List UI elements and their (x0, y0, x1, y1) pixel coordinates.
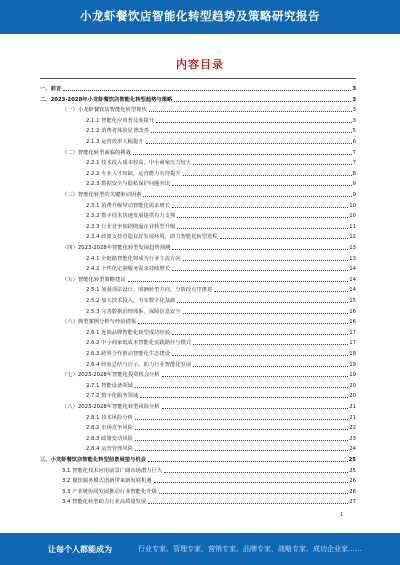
toc-leader-dots (63, 89, 351, 91)
toc-entry[interactable] (62, 104, 356, 114)
toc-leader-dots (177, 227, 348, 229)
toc-leader-dots (138, 322, 348, 324)
toc-entry-page: 20 (349, 382, 356, 389)
toc-entry[interactable] (86, 157, 356, 167)
toc-leader-dots (156, 121, 351, 123)
toc-entry-title: （三）智能化转型的关键驱动因素 (62, 192, 142, 198)
toc-entry[interactable] (86, 178, 356, 188)
toc-entry-title: 2.6.4 经验总结与启示，助力行业智能化发展 (86, 361, 192, 368)
toc-leader-dots (135, 386, 348, 388)
toc-entry-title: （五）智能化转型策略建议 (62, 276, 126, 283)
toc-entry[interactable] (86, 231, 356, 241)
toc-entry-title: 2.4.1 全链路智能化将成为行业主流方向 (86, 255, 181, 262)
toc-entry-title: 三、小龙虾餐饮店智能化转型前景展望与机会 (40, 457, 146, 463)
toc-entry[interactable] (86, 168, 356, 178)
toc-entry[interactable] (62, 242, 356, 252)
toc-entry-title: 2.1.3 运营效率大幅提升 (86, 139, 144, 145)
toc-entry[interactable] (62, 274, 356, 284)
toc-entry-title: （四）2023-2028年智能化转型发展趋势预测 (62, 245, 171, 251)
toc-entry-page: 22 (349, 425, 356, 432)
toc-leader-dots (159, 492, 348, 494)
toc-entry[interactable] (86, 390, 356, 400)
toc-leader-dots (146, 142, 352, 144)
toc-leader-dots (177, 216, 348, 218)
toc-entry-page: 16 (349, 308, 356, 315)
toc-entry-page: 9 (352, 192, 356, 198)
toc-leader-dots (148, 502, 348, 504)
toc-entry-page: 26 (349, 488, 356, 495)
toc-entry-title: 2.2.1 技术投入成本较高，中小商家压力较大 (86, 160, 192, 167)
toc-entry-page: 16 (349, 319, 356, 326)
toc-entry[interactable] (62, 475, 356, 485)
toc-leader-dots (172, 248, 348, 250)
toc-leader-dots (174, 100, 351, 102)
toc-entry-title: 2.1.2 消费者体验显著改善 (86, 128, 149, 135)
footer-bar (0, 533, 400, 565)
toc-entry-page: 3 (352, 107, 356, 114)
toc-leader-dots (135, 449, 348, 451)
toc-entry[interactable] (86, 433, 356, 443)
toc-entry[interactable] (86, 348, 356, 358)
toc-entry[interactable] (86, 263, 356, 273)
toc-entry-page: 7 (352, 160, 356, 167)
toc-leader-dots (164, 471, 348, 473)
toc-entry-title: 二、2023-2028年小龙虾餐饮店智能化转型趋势与策略 (40, 96, 173, 103)
toc-entry-page: 7 (352, 149, 356, 156)
toc-entry-page: 10 (349, 202, 356, 209)
toc-entry-title: 一、前言 (40, 86, 62, 92)
toc-entry-title: 2.8.2 市场竞争风险 (86, 425, 133, 432)
toc-leader-dots (128, 280, 349, 282)
toc-entry-title: （六）典型案例分析与经验借鉴 (62, 319, 137, 326)
toc-entry-page: 18 (349, 351, 356, 357)
toc-entry[interactable] (86, 210, 356, 220)
toc-entry-title: 3.3 产业链协同发展推动行业智能化升级 (62, 488, 157, 495)
toc-leader-dots (172, 269, 348, 271)
toc-entry[interactable] (86, 443, 356, 453)
toc-entry-title: 2.3.4 政策支持营造良好发展环境，助力智能化转型进程 (86, 234, 218, 241)
toc-entry-title: 2.5.1 加强顶层设计，明确转型方向，分阶段有序推进 (86, 287, 213, 294)
toc-entry[interactable] (86, 136, 356, 146)
toc-entry-page: 5 (352, 128, 356, 135)
page-number: 1 (340, 512, 344, 518)
toc-entry[interactable] (62, 465, 356, 475)
toc-entry[interactable] (86, 380, 356, 390)
toc-entry-title: 3.1 智能化技术应用前景广阔市场潜力巨大 (62, 467, 163, 474)
toc-entry-page: 19 (349, 361, 356, 368)
toc-entry-page: 3 (352, 96, 356, 103)
toc-entry-title: 2.2.2 专业人才短缺，运营能力有待提升 (86, 170, 181, 177)
toc-leader-dots (172, 354, 348, 356)
toc-entry-page: 10 (349, 213, 356, 220)
toc-entry-title: （一）小龙虾餐饮店智能化转型现状 (62, 107, 147, 114)
toc-entry[interactable] (86, 200, 356, 210)
header-bar (0, 0, 400, 34)
toc-entry-page: 19 (349, 372, 356, 379)
toc-entry-title: 2.7.1 智能设备领域 (86, 382, 133, 389)
toc-entry-page: 15 (349, 298, 356, 304)
toc-entry-page: 8 (352, 170, 356, 177)
toc-entry-title: （二）智能化转型面临的挑战 (62, 149, 131, 156)
toc-entry-page: 3 (352, 117, 356, 124)
toc-entry-page: 9 (352, 181, 356, 188)
toc-entry-page: 17 (349, 329, 356, 336)
toc-entry[interactable] (40, 83, 356, 93)
toc-entry[interactable] (86, 253, 356, 263)
toc-entry[interactable] (86, 295, 356, 305)
toc-entry[interactable] (62, 486, 356, 496)
toc-entry-page: 13 (349, 255, 356, 262)
toc-entry-page: 20 (349, 393, 356, 400)
toc-divider (40, 78, 356, 79)
toc-entry[interactable] (86, 284, 356, 294)
toc-entry[interactable] (86, 422, 356, 432)
toc-entry-title: 2.8.3 政策变动风险 (86, 435, 133, 442)
toc-leader-dots (148, 460, 348, 462)
toc-leader-dots (140, 396, 348, 398)
toc-entry-title: 2.1.1 智能化应用普及度提升 (86, 117, 155, 124)
footer-slogan: 让每个人都能成为 (48, 545, 112, 554)
toc-entry-page: 3 (352, 86, 356, 92)
toc-leader-dots (214, 290, 348, 292)
toc-entry[interactable] (62, 147, 356, 157)
toc-title: 内容目录 (176, 58, 224, 71)
toc-leader-dots (220, 237, 349, 239)
toc-entry-page: 21 (349, 404, 356, 410)
toc-entry[interactable] (86, 359, 356, 369)
toc-entry-page: 27 (349, 499, 356, 506)
toc-entry[interactable] (62, 496, 356, 506)
toc-entry[interactable] (62, 401, 356, 411)
toc-leader-dots (151, 131, 352, 133)
toc-leader-dots (177, 301, 348, 303)
toc-entry-title: （七）2023-2028年智能化投资机会分析 (62, 372, 160, 379)
toc-leader-dots (183, 174, 352, 176)
toc-leader-dots (135, 418, 348, 420)
toc-entry-title: 2.3.1 消费升级带动智能化需求增长 (86, 202, 171, 209)
toc-entry-page: 12 (349, 234, 356, 241)
toc-entry-title: 2.8.1 技术风险分析 (86, 414, 133, 421)
toc-entry-title: 2.7.2 数字化服务领域 (86, 393, 139, 400)
toc-leader-dots (172, 333, 348, 335)
toc-leader-dots (154, 481, 349, 483)
toc-entry-page: 25 (349, 467, 356, 474)
toc-entry[interactable] (62, 369, 356, 379)
footer-tagline: 行业专家、管理专家、营销专家、品牌专家、战略专家、成功企业家…… (138, 545, 362, 553)
toc-entry[interactable] (86, 221, 356, 231)
toc-entry[interactable] (40, 454, 356, 464)
toc-entry-page: 11 (349, 223, 356, 230)
toc-entry-page: 21 (349, 414, 356, 421)
toc-leader-dots (172, 184, 352, 186)
toc-entry-title: 3.4 智能化转型助力行业高质量发展 (62, 499, 147, 506)
toc-entry[interactable] (86, 306, 356, 316)
toc-entry[interactable] (62, 189, 356, 199)
toc-leader-dots (135, 439, 348, 441)
toc-leader-dots (135, 428, 348, 430)
toc-entry-page: 13 (349, 245, 356, 251)
toc-entry-title: 3.2 餐饮服务模式创新带来新发展机遇 (62, 478, 152, 485)
toc-entry-page: 6 (352, 139, 356, 145)
toc-entry-page: 17 (349, 340, 356, 347)
toc-entry-page: 14 (349, 276, 356, 283)
toc-leader-dots (149, 110, 352, 112)
toc-entry[interactable] (86, 125, 356, 135)
toc-entry[interactable] (86, 115, 356, 125)
toc-entry-page: 24 (349, 446, 356, 453)
toc-entry[interactable] (86, 327, 356, 337)
toc-entry-title: 2.6.3 跨界合作推动智能化生态建设 (86, 351, 171, 357)
toc-entry-title: 2.8.4 运营管理风险 (86, 446, 133, 453)
toc-entry-title: 2.2.3 数据安全与隐私保护问题突出 (86, 181, 171, 188)
toc-entry-page: 25 (348, 457, 356, 463)
toc-leader-dots (183, 259, 349, 261)
toc-entry-title: 2.3.3 行业竞争加剧倒逼企业转型升级 (86, 223, 176, 230)
toc-entry-title: 2.5.3 完善数据治理体系，保障信息安全 (86, 308, 181, 315)
toc-leader-dots (193, 343, 348, 345)
toc-leader-dots (183, 312, 349, 314)
toc-entry-page: 14 (349, 287, 356, 294)
toc-leader-dots (193, 163, 351, 165)
toc-entry-page: 23 (349, 435, 356, 442)
toc-leader-dots (193, 365, 348, 367)
toc-entry-title: 2.3.2 数字技术快速发展提供有力支撑 (86, 213, 176, 220)
toc-entry-title: 2.5.2 加大技术投入，夯实数字化基础 (86, 298, 176, 304)
toc-entry-title: 2.4.2 个性化定制服务需求持续增长 (86, 266, 171, 273)
toc-entry[interactable] (86, 412, 356, 422)
toc-entry-page: 26 (349, 478, 356, 485)
toc-entry-title: （八）2023-2028年智能化转型风险分析 (62, 404, 160, 410)
toc-leader-dots (162, 375, 349, 377)
toc-entry[interactable] (40, 94, 356, 104)
toc-entry-title: 2.6.1 连锁品牌智能化转型成功经验 (86, 329, 171, 336)
toc-leader-dots (143, 195, 351, 197)
toc-leader-dots (162, 407, 349, 409)
toc-entry[interactable] (86, 337, 356, 347)
report-title: 小龙虾餐饮店智能化转型趋势及策略研究报告 (80, 9, 320, 23)
toc-leader-dots (172, 206, 348, 208)
toc-leader-dots (133, 153, 352, 155)
toc-entry-title: 2.6.2 中小商家低成本智能化实践路径与模式 (86, 340, 192, 347)
toc-entry-page: 14 (349, 266, 356, 273)
toc-entry[interactable] (62, 316, 356, 326)
